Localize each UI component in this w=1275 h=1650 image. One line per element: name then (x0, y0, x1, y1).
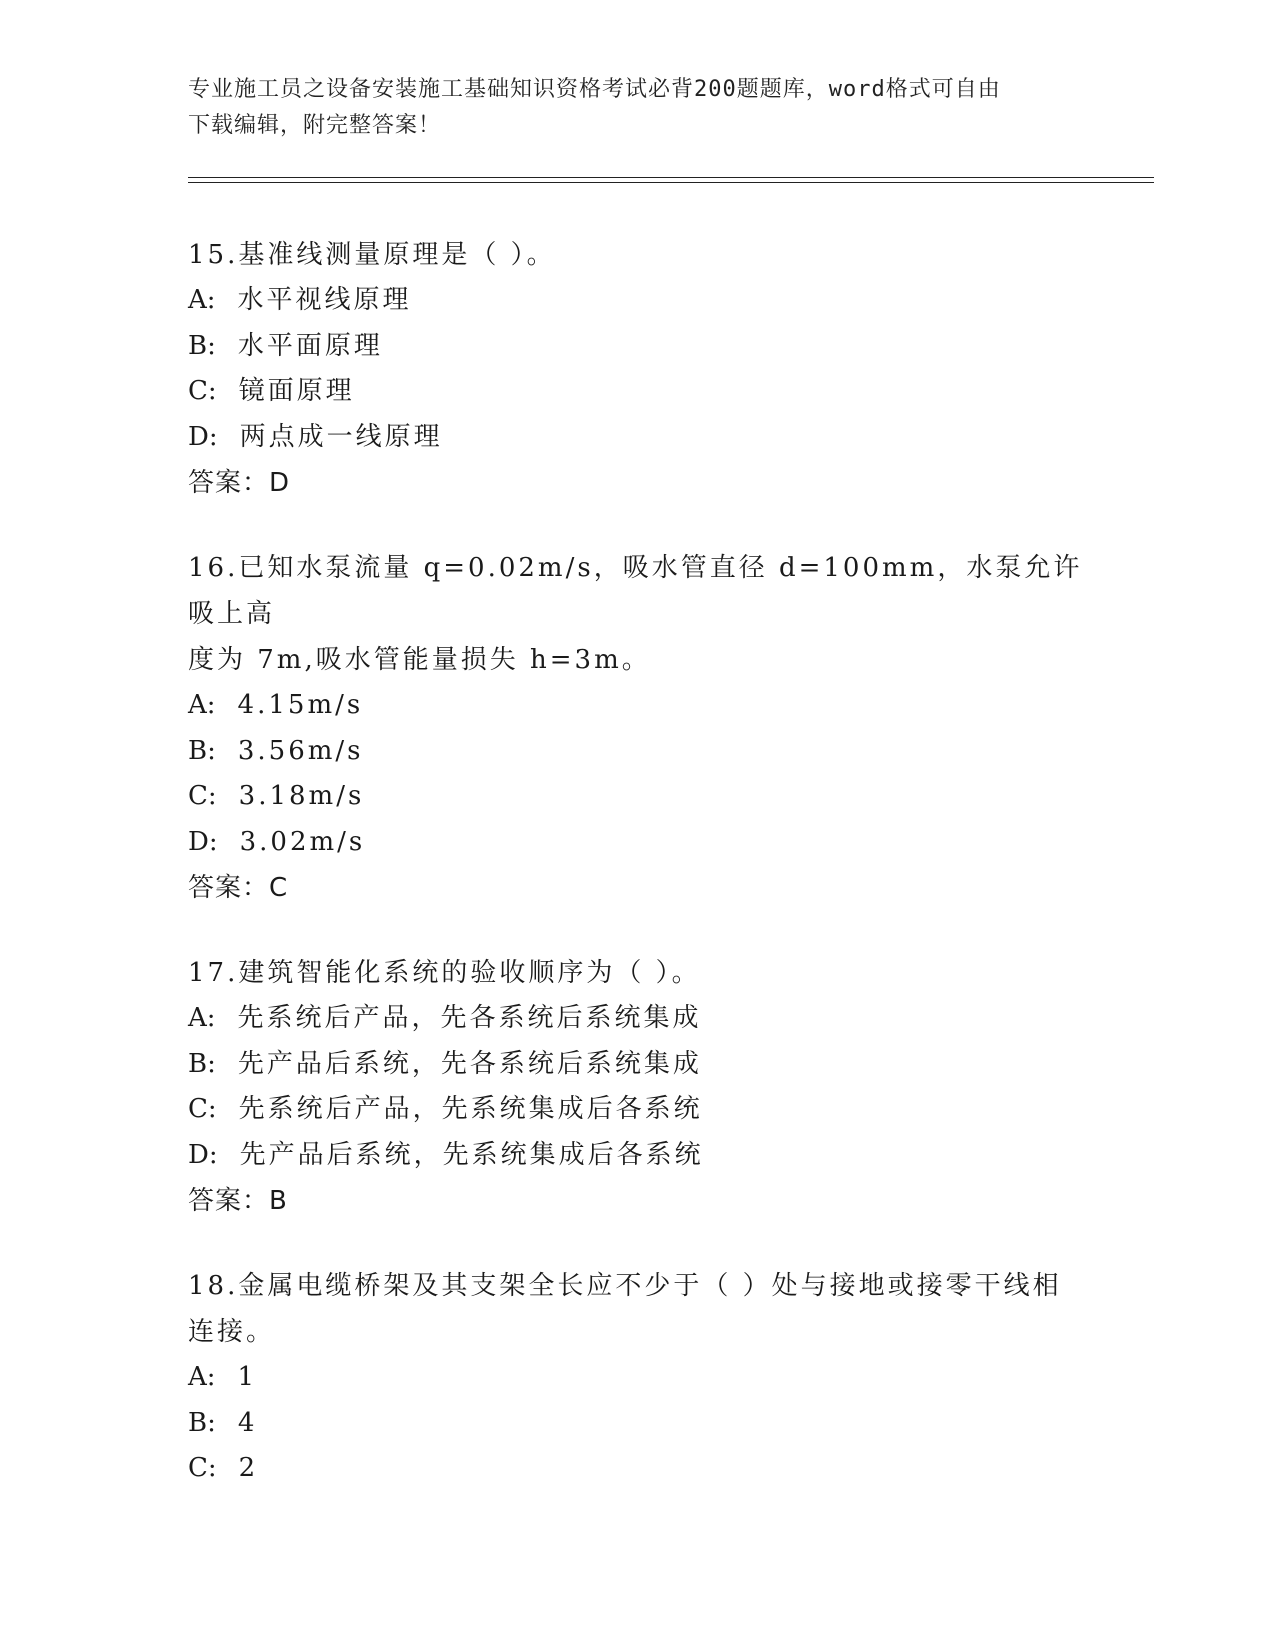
answer-option (188, 415, 1088, 461)
option-letter: C: (188, 376, 217, 406)
answer-option (188, 729, 1088, 775)
header-divider-bottom (188, 182, 1154, 183)
answer-value: B (269, 1186, 288, 1216)
option-text: 先产品后系统，先各系统后系统集成 (237, 1048, 702, 1079)
answer-option (188, 324, 1088, 370)
answer-option (188, 1446, 1088, 1492)
option-text: 水平面原理 (237, 330, 383, 361)
option-letter: B: (188, 1407, 216, 1438)
question-list (188, 232, 1088, 1531)
answer-option (188, 996, 1088, 1042)
header-divider-top (188, 177, 1154, 178)
option-letter: B: (188, 735, 216, 766)
option-text: 3.02m/s (239, 826, 366, 857)
option-letter: D: (188, 1139, 218, 1170)
question-stem: 度为 7m,吸水管能量损失 h=3m。 (188, 645, 651, 675)
answer-value: D (269, 468, 291, 498)
option-text: 3.56m/s (237, 735, 364, 766)
option-text: 4 (237, 1407, 258, 1438)
option-text: 先产品后系统，先系统集成后各系统 (239, 1139, 704, 1170)
option-text: 先系统后产品，先系统集成后各系统 (238, 1094, 703, 1124)
answer-line (188, 1178, 1088, 1224)
option-letter: D: (188, 421, 218, 452)
question-block (188, 545, 1088, 911)
option-text: 2 (238, 1453, 259, 1483)
question-block (188, 950, 1088, 1224)
question-stem: 15.基准线测量原理是（ ）。 (188, 240, 556, 270)
question-stem: 16.已知水泵流量 q=0.02m/s，吸水管直径 d=100mm，水泵允许吸上高 (188, 553, 1083, 629)
answer-option (188, 774, 1088, 820)
answer-option (188, 369, 1088, 415)
option-letter: C: (188, 1094, 217, 1124)
option-text: 水平视线原理 (237, 285, 412, 315)
answer-label: 答案： (188, 873, 270, 903)
header-line-2: 下载编辑，附完整答案！ (188, 113, 442, 138)
answer-option (188, 278, 1088, 324)
answer-value: C (269, 873, 289, 903)
answer-option (188, 1133, 1088, 1179)
option-letter: B: (188, 330, 216, 361)
option-text: 两点成一线原理 (239, 421, 443, 452)
answer-option (188, 820, 1088, 866)
answer-line (188, 865, 1088, 911)
answer-line (188, 460, 1088, 506)
option-text: 3.18m/s (238, 781, 365, 811)
option-letter: B: (188, 1048, 216, 1079)
option-text: 1 (237, 1362, 258, 1392)
question-stem: 18.金属电缆桥架及其支架全长应不少于（ ）处与接地或接零干线相 (188, 1271, 1062, 1301)
answer-option (188, 1355, 1088, 1401)
option-letter: C: (188, 1453, 217, 1483)
question-block (188, 1263, 1088, 1492)
answer-label: 答案： (188, 1186, 270, 1216)
answer-option (188, 1087, 1088, 1133)
question-stem: 17.建筑智能化系统的验收顺序为（ ）。 (188, 958, 701, 988)
option-text: 镜面原理 (238, 376, 355, 406)
question-stem: 连接。 (188, 1317, 276, 1347)
option-letter: A: (188, 285, 216, 315)
document-header (188, 72, 1068, 144)
option-letter: A: (188, 1003, 216, 1033)
option-text: 4.15m/s (237, 690, 364, 720)
answer-option (188, 683, 1088, 729)
option-text: 先系统后产品，先各系统后系统集成 (237, 1003, 702, 1033)
answer-option (188, 1042, 1088, 1088)
answer-option (188, 1401, 1088, 1447)
option-letter: A: (188, 690, 216, 720)
header-line-1: 专业施工员之设备安装施工基础知识资格考试必背200题题库，word格式可自由 (188, 77, 1001, 102)
option-letter: A: (188, 1362, 216, 1392)
question-block (188, 232, 1088, 506)
answer-label: 答案： (188, 468, 270, 498)
option-letter: D: (188, 826, 218, 857)
option-letter: C: (188, 781, 217, 811)
